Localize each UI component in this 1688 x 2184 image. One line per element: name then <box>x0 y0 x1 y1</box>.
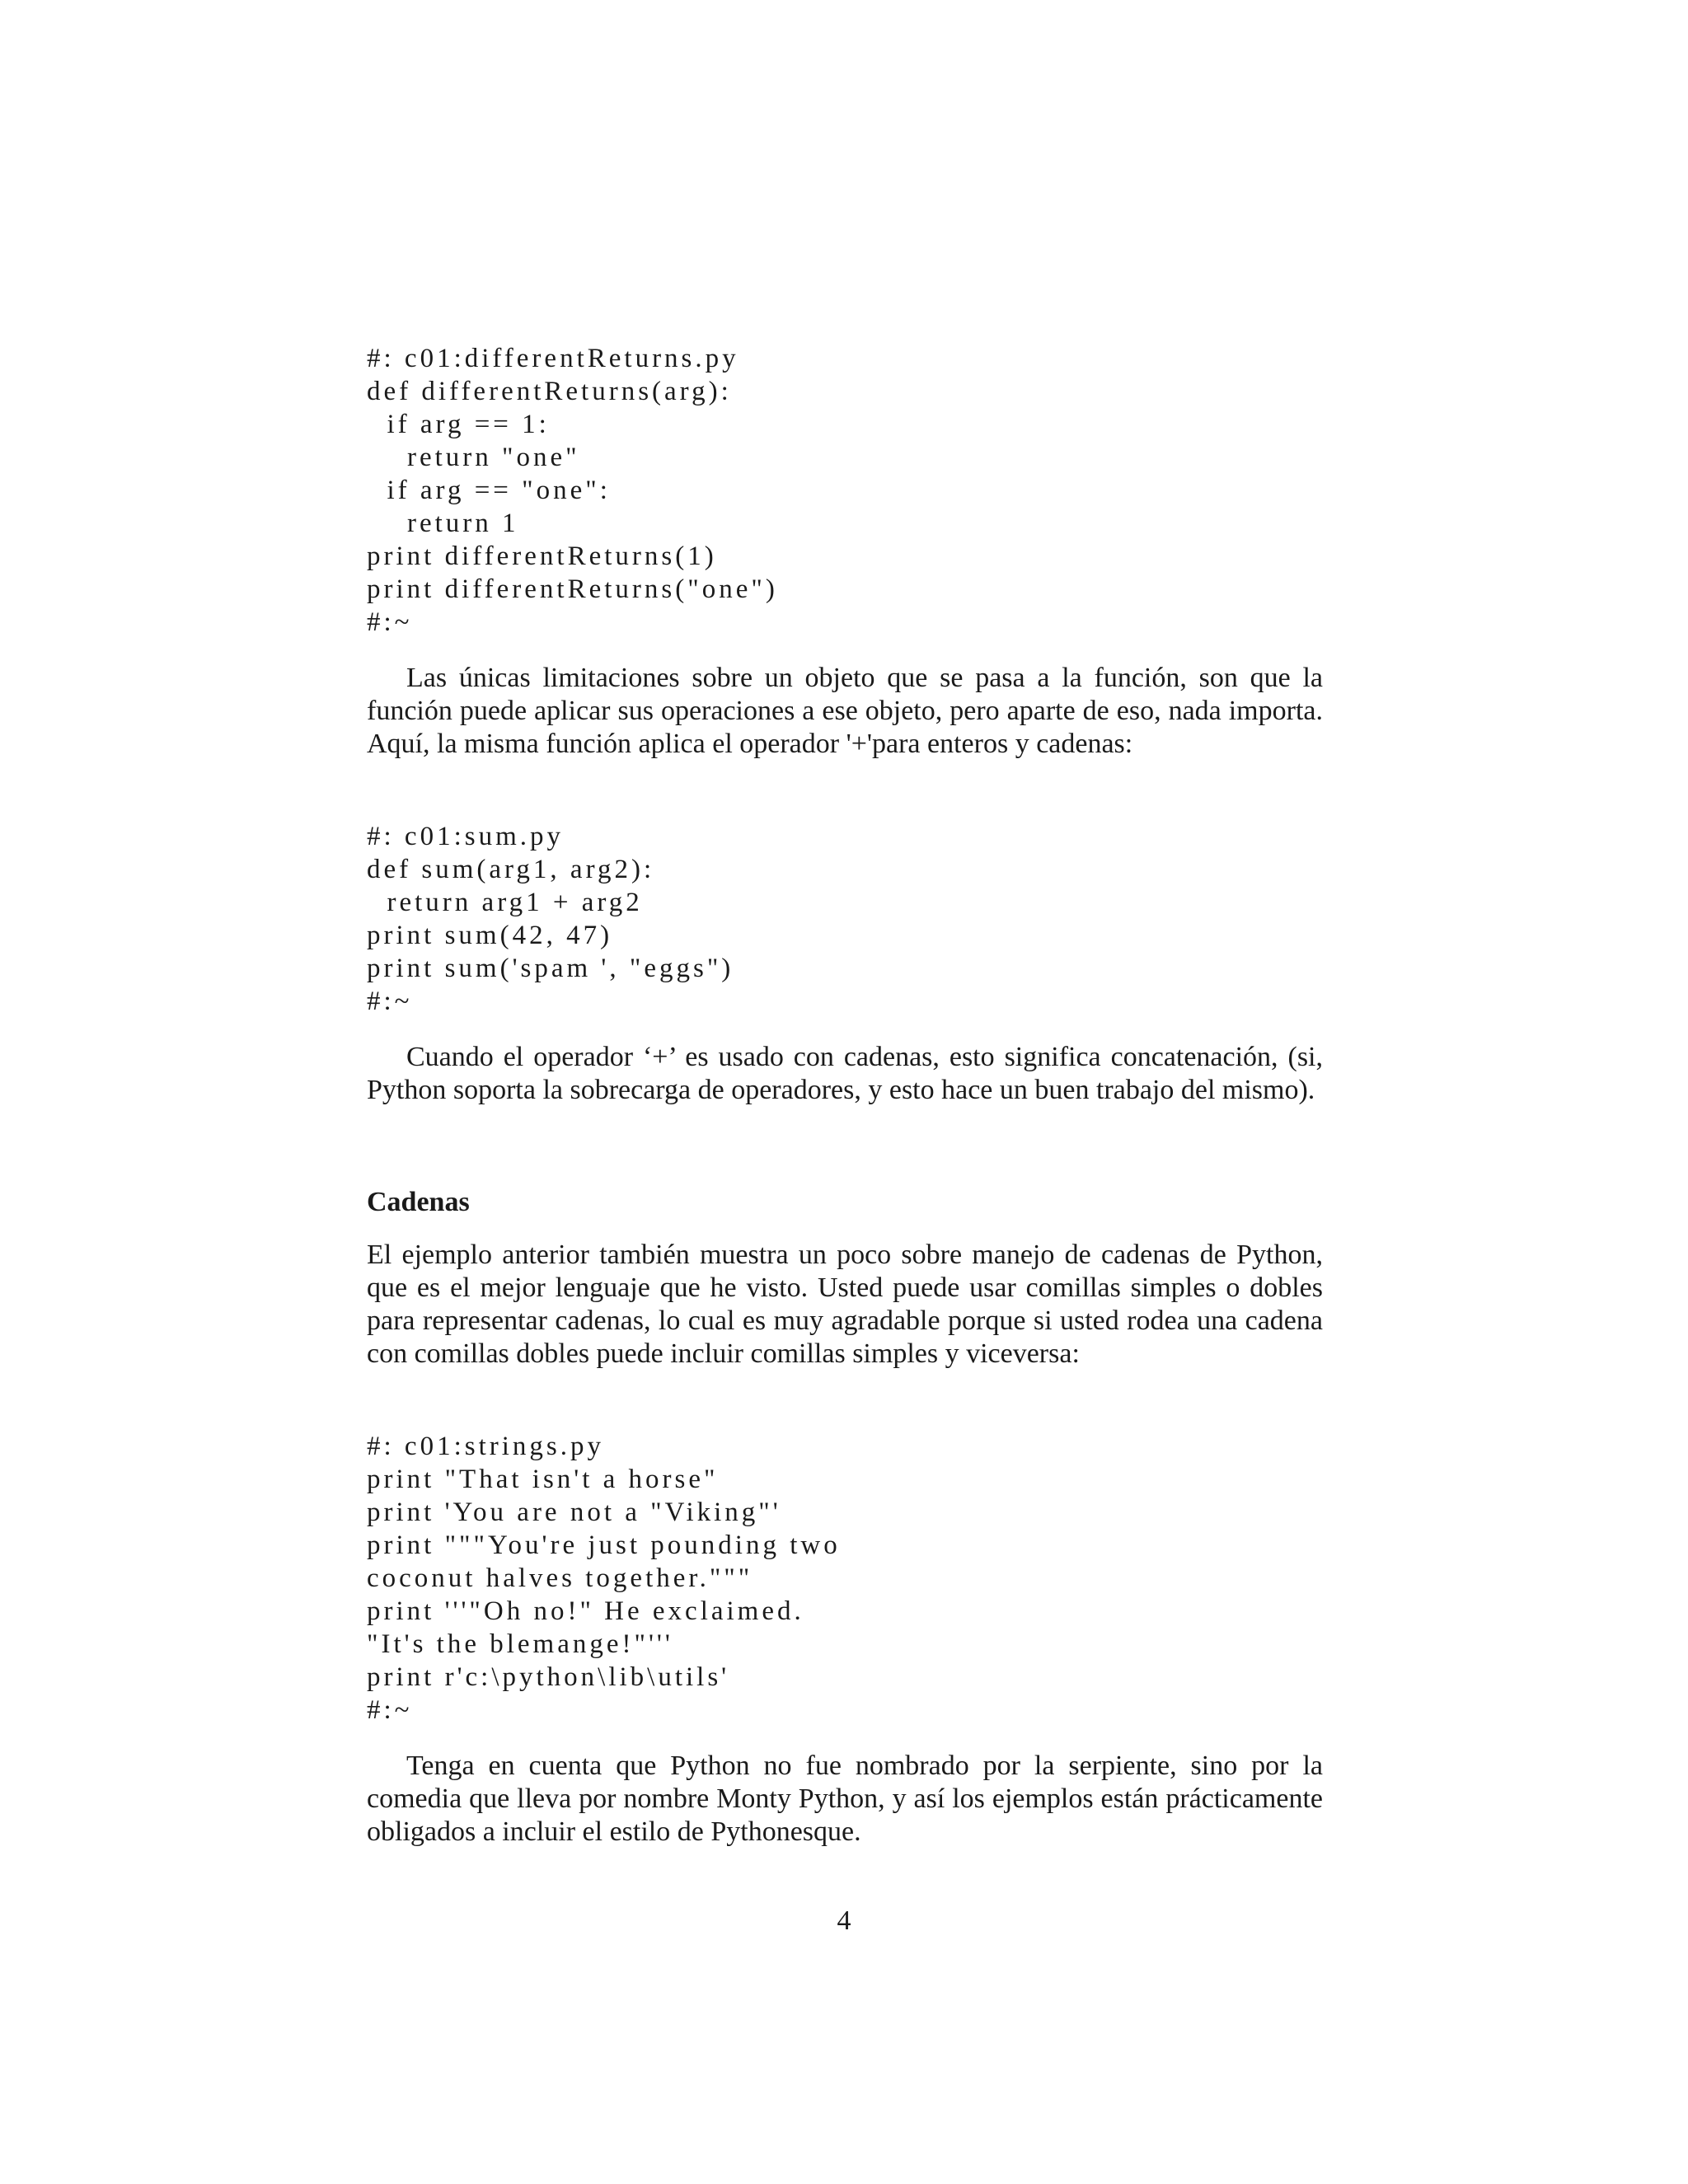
paragraph-limitations: Las únicas limitaciones sobre un objeto que se pasa a la función, son que la función puede aplicar sus operaciones a ese objeto, pero aparte de eso, nada importa. Aquí, la misma función aplica el operador '+'para enteros y cadenas: <box>367 663 1323 759</box>
paragraph-monty-python: Tenga en cuenta que Python no fue nombrado por la serpiente, sino por la comedia que lleva por nombre Monty Python, y así los ejemplos están prácticamente obligados a incluir el estilo de Pythonesque. <box>367 1750 1323 1847</box>
section-heading-cadenas: Cadenas <box>367 1187 470 1217</box>
code-block-strings: #: c01:strings.py print "That isn't a horse" print 'You are not a "Viking"' print """You're just pounding two coconut halves together.""" print '''"Oh no!" He exclaimed. "It's the blemange!"''' print r'c:\python\lib\utils' #:~ <box>367 1432 841 1725</box>
page-content <box>367 342 1323 1849</box>
page-number: 4 <box>837 1905 851 1936</box>
paragraph-concatenation: Cuando el operador ‘+’ es usado con cadenas, esto significa concatenación, (si, Python soporta la sobrecarga de operadores, y esto hace un buen trabajo del mismo). <box>367 1042 1323 1105</box>
code-block-sum: #: c01:sum.py def sum(arg1, arg2): return arg1 + arg2 print sum(42, 47) print sum('spam ', "eggs") #:~ <box>367 822 734 1016</box>
code-block-different-returns: #: c01:differentReturns.py def differentReturns(arg): if arg == 1: return "one" if arg == "one": return 1 print differentReturns(1) print differentReturns("one") #:~ <box>367 344 778 637</box>
paragraph-strings-intro: El ejemplo anterior también muestra un poco sobre manejo de cadenas de Python, que es el mejor lenguaje que he visto. Usted puede usar comillas simples o dobles para representar cadenas, lo cual es muy agradable porque si usted rodea una cadena con comillas dobles puede incluir comillas simples y viceversa: <box>367 1240 1323 1369</box>
